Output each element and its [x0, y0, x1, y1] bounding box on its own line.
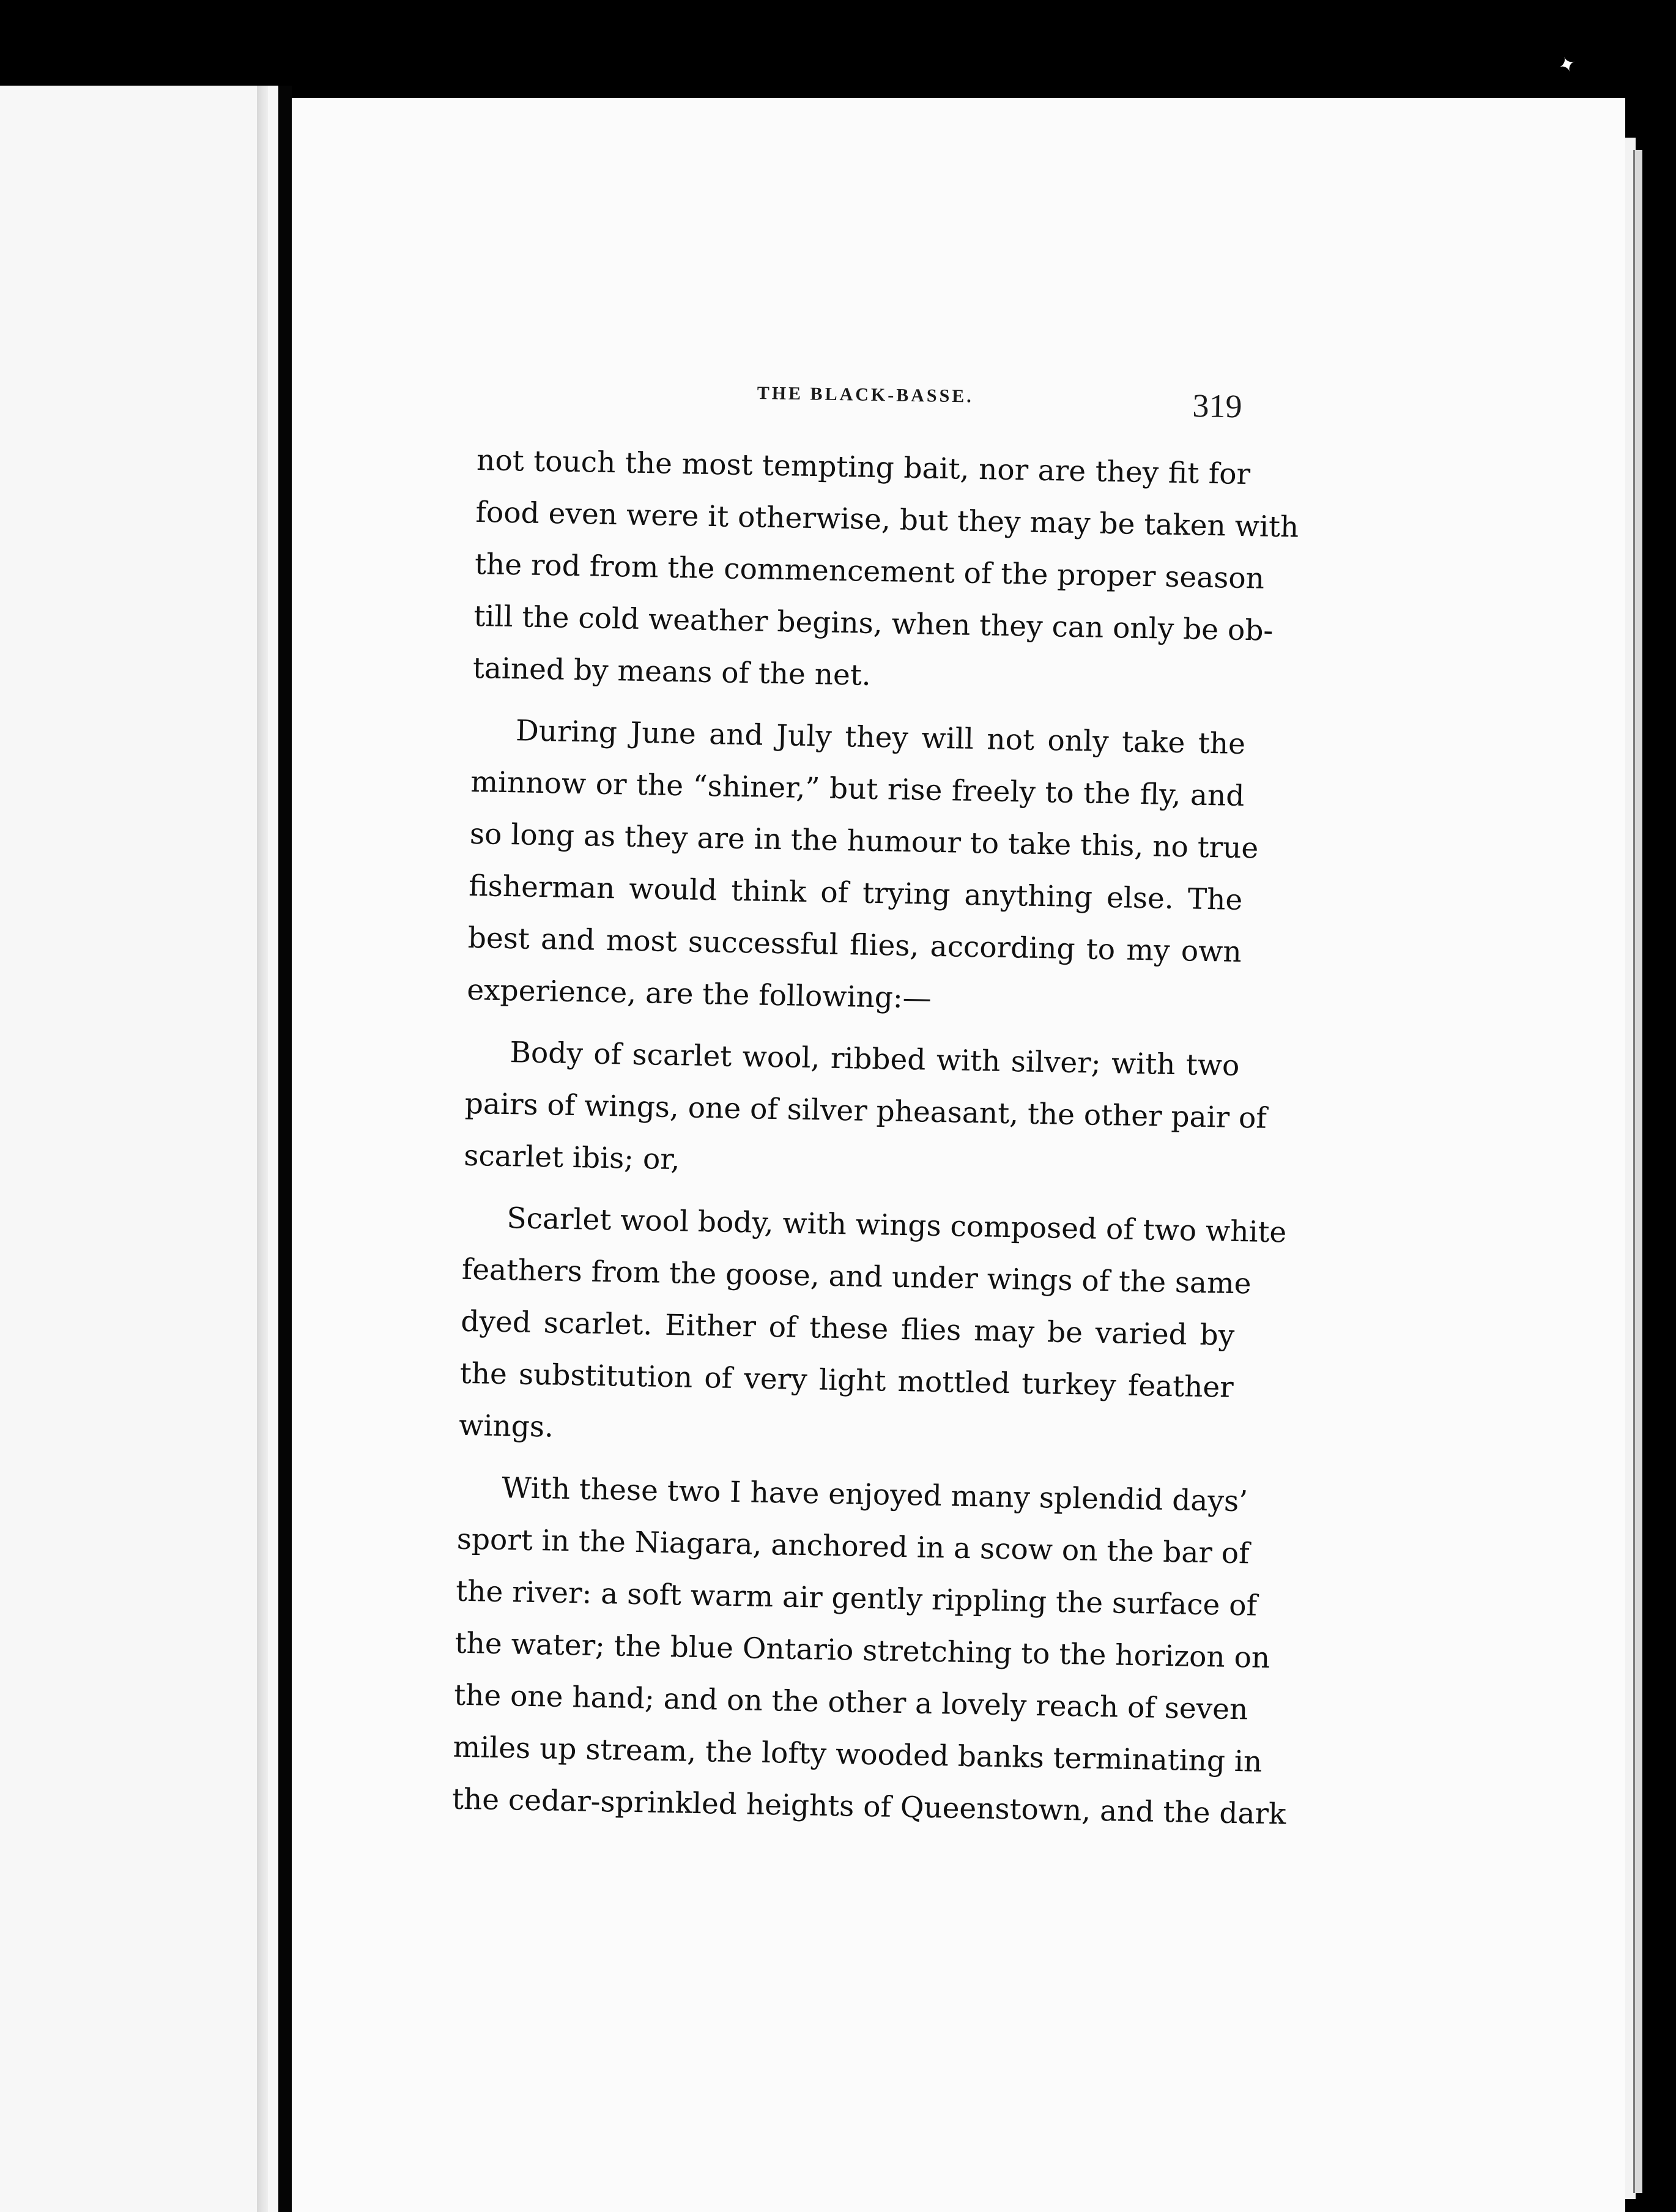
page-number: 319 [1192, 387, 1242, 425]
text-line: wings. [458, 1408, 554, 1444]
text-line: sport in the Niagara, anchored in a scow on the bar of [456, 1522, 1250, 1571]
text-line: the cedar-sprinkled heights of Queenstown, and the dark [451, 1782, 1286, 1832]
text-line: Scarlet wool body, with wings composed of two white [506, 1201, 1287, 1250]
text-line: so long as they are in the humour to take this, no true [469, 817, 1259, 866]
text-line: the rod from the commencement of the proper season [474, 547, 1265, 596]
text-line: miles up stream, the lofty wooded banks terminating in [453, 1730, 1263, 1779]
text-line: the river: a soft warm air gently rippling the surface of [455, 1574, 1258, 1623]
text-line: fisherman would think of trying anything else. The [468, 869, 1243, 918]
text-line: During June and July they will not only take the [515, 714, 1246, 762]
text-line: dyed scarlet. Either of these flies may be varied by [460, 1304, 1235, 1353]
text-line: Body of scarlet wool, ribbed with silver; with two [509, 1036, 1240, 1083]
body-text [451, 434, 1299, 1839]
text-line: minnow or the “shiner,” but rise freely to the fly, and [470, 765, 1245, 814]
text-line: food even were it otherwise, but they may be taken with [475, 495, 1299, 544]
text-line: With these two I have enjoyed many splendid days’ [501, 1471, 1248, 1519]
left-page-blank [0, 86, 282, 2212]
text-line: the water; the blue Ontario stretching to the horizon on [454, 1626, 1270, 1676]
text-line: scarlet ibis; or, [463, 1138, 681, 1177]
text-line: the one hand; and on the other a lovely reach of seven [453, 1678, 1248, 1727]
text-line: till the cold weather begins, when they can only be ob- [473, 599, 1274, 648]
text-line: pairs of wings, one of silver pheasant, the other pair of [464, 1086, 1267, 1135]
text-line: not touch the most tempting bait, nor are they fit for [476, 443, 1251, 492]
text-line: tained by means of the net. [472, 651, 872, 692]
page-stack-edge-inner [1633, 150, 1642, 2193]
text-line: the substitution of very light mottled turkey feather [459, 1356, 1234, 1405]
left-page-edge [257, 86, 268, 2212]
text-line: best and most successful flies, according to my own [467, 921, 1242, 970]
book-gutter [278, 86, 292, 2212]
text-line: experience, are the following:— [466, 973, 932, 1015]
scan-artifact-icon: ✦ [1555, 50, 1580, 80]
text-line: feathers from the goose, and under wings of the same [461, 1252, 1251, 1301]
running-head: THE BLACK-BASSE. [757, 383, 974, 407]
